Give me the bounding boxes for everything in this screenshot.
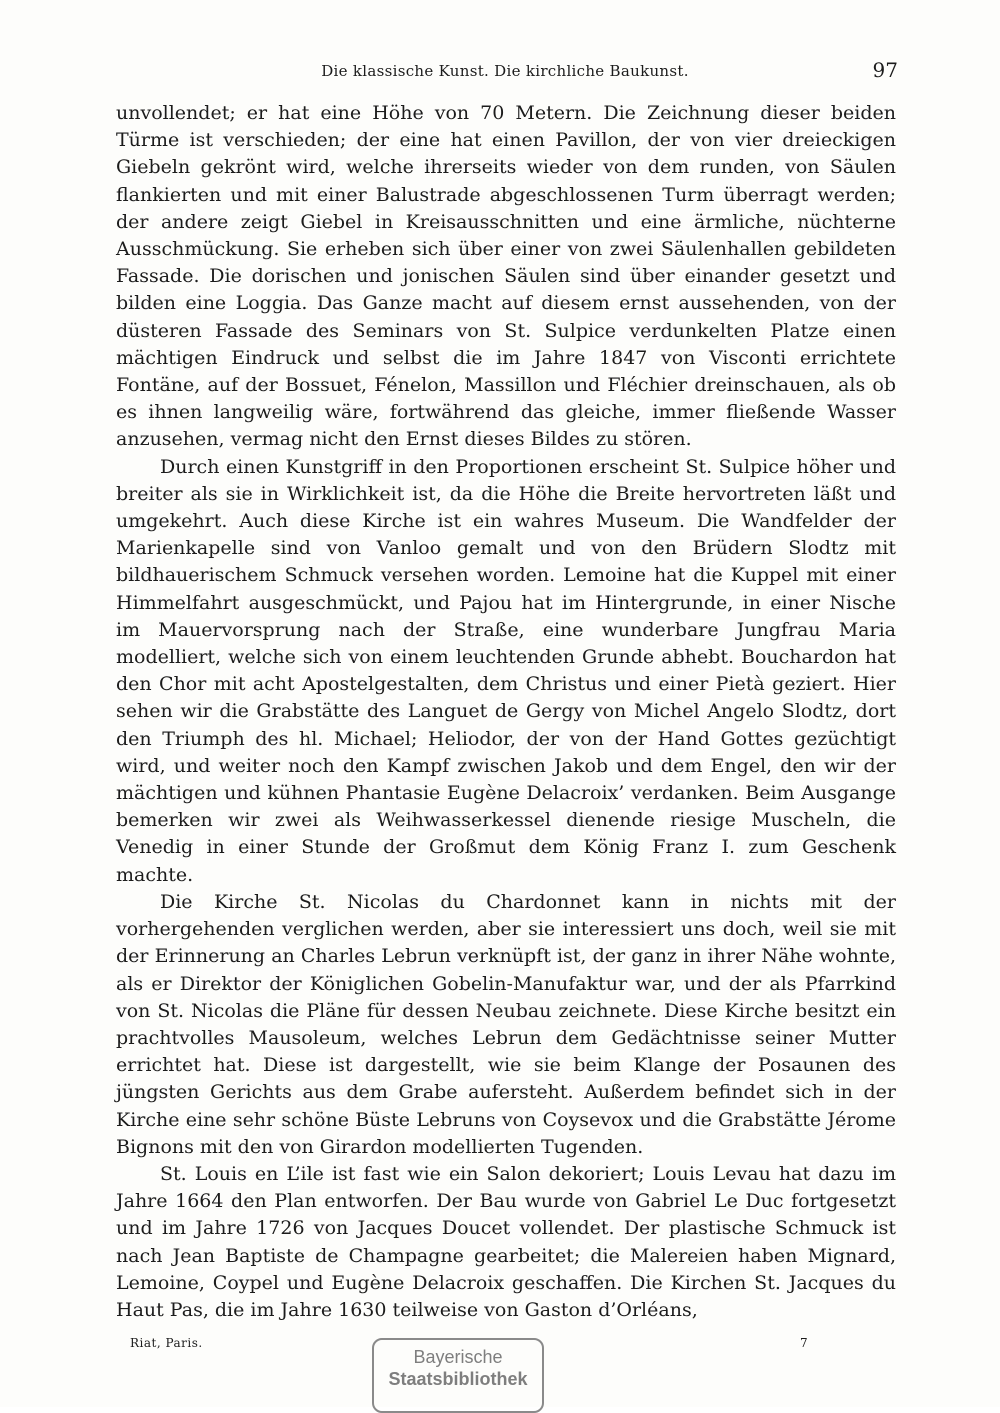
stamp-line-1: Bayerische bbox=[413, 1347, 503, 1367]
running-header-title: Die klassische Kunst. Die kirchliche Baukunst. bbox=[321, 62, 689, 80]
library-stamp bbox=[372, 1338, 544, 1413]
page-number: 97 bbox=[872, 58, 898, 82]
paragraph: unvollendet; er hat eine Höhe von 70 Metern. Die Zeichnung dieser beiden Türme ist verschieden; der eine hat einen Pavillon, der von vier dreieckigen Giebeln gekrönt wird, welche ihrerseits wieder von dem runden, von Säulen flankierten und mit einer Balustrade abgeschlossenen Turm überragt werden; der andere zeigt Giebel in Kreisausschnitten und eine ärmliche, nüchterne Ausschmückung. Sie erheben sich über einer von zwei Säulenhallen gebildeten Fassade. Die dorischen und jonischen Säulen sind über einander gesetzt und bilden eine Loggia. Das Ganze macht auf diesem ernst aussehenden, von der düsteren Fassade des Seminars von St. Sulpice verdunkelten Platze einen mächtigen Eindruck und selbst die im Jahre 1847 von Visconti errichtete Fontäne, auf der Bossuet, Fénelon, Massillon und Fléchier dreinschauen, als ob es ihnen langweilig wäre, fortwährend das gleiche, immer fließende Wasser anzusehen, vermag nicht den Ernst dieses Bildes zu stören. bbox=[116, 102, 896, 451]
running-header bbox=[112, 58, 898, 88]
paragraph: Durch einen Kunstgriff in den Proportionen erscheint St. Sulpice höher und breiter als sie in Wirklichkeit ist, da die Höhe die Breite hervortreten läßt und umgekehrt. Auch diese Kirche ist ein wahres Museum. Die Wandfelder der Marienkapelle sind von Vanloo gemalt und von den Brüdern Slodtz mit bildhauerischem Schmuck versehen worden. Lemoine hat die Kuppel mit einer Himmelfahrt ausgeschmückt, und Pajou hat im Hintergrunde, in einer Nische im Mauervorsprung nach der Straße, eine wunderbare Jungfrau Maria modelliert, welche sich von einem leuchtenden Grunde abhebt. Bouchardon hat den Chor mit acht Apostelgestalten, dem Christus und einer Pietà geziert. Hier sehen wir die Grabstätte des Languet de Gergy von Michel Angelo Slodtz, dort den Triumph des hl. Michael; Heliodor, der von der Hand Gottes gezüchtigt wird, und weiter noch den Kampf zwischen Jakob und dem Engel, den wir der mächtigen und kühnen Phantasie Eugène Delacroix’ verdanken. Beim Ausgange bemerken wir zwei als Weihwasserkessel dienende riesige Muscheln, die Venedig in einer Stunde der Großmut dem König Franz I. zum Geschenk machte. bbox=[116, 455, 896, 886]
signature-mark: 7 bbox=[800, 1336, 808, 1350]
footer-imprint: Riat, Paris. bbox=[130, 1336, 203, 1350]
stamp-line-2: Staatsbibliothek bbox=[388, 1369, 528, 1389]
paragraph: Die Kirche St. Nicolas du Chardonnet kann in nichts mit der vorhergehenden verglichen werden, aber sie interessiert uns doch, weil sie mit der Erinnerung an Charles Lebrun verknüpft ist, der ganz in ihrer Nähe wohnte, als er Direktor der Königlichen Gobelin-Manufaktur war, und der als Pfarrkind von St. Nicolas die Pläne für dessen Neubau zeichnete. Diese Kirche besitzt ein prachtvolles Mausoleum, welches Lebrun dem Gedächtnisse seiner Mutter errichtet hat. Diese ist dargestellt, wie sie beim Klange der Posaunen des jüngsten Gerichts aus dem Grabe aufersteht. Außerdem befindet sich in der Kirche eine sehr schöne Büste Lebruns von Coysevox und die Grabstätte Jérome Bignons mit den von Girardon modellierten Tugenden. bbox=[116, 890, 896, 1158]
paragraph: St. Louis en L’ile ist fast wie ein Salon dekoriert; Louis Levau hat dazu im Jahre 1664 den Plan entworfen. Der Bau wurde von Gabriel Le Duc fortgesetzt und im Jahre 1726 von Jacques Doucet vollendet. Der plastische Schmuck ist nach Jean Baptiste de Champagne gearbeitet; die Malereien haben Mignard, Lemoine, Coypel und Eugène Delacroix geschaffen. Die Kirchen St. Jacques du Haut Pas, die im Jahre 1630 teilweise von Gaston d’Orléans, bbox=[116, 1162, 896, 1321]
body-text bbox=[116, 100, 896, 1324]
